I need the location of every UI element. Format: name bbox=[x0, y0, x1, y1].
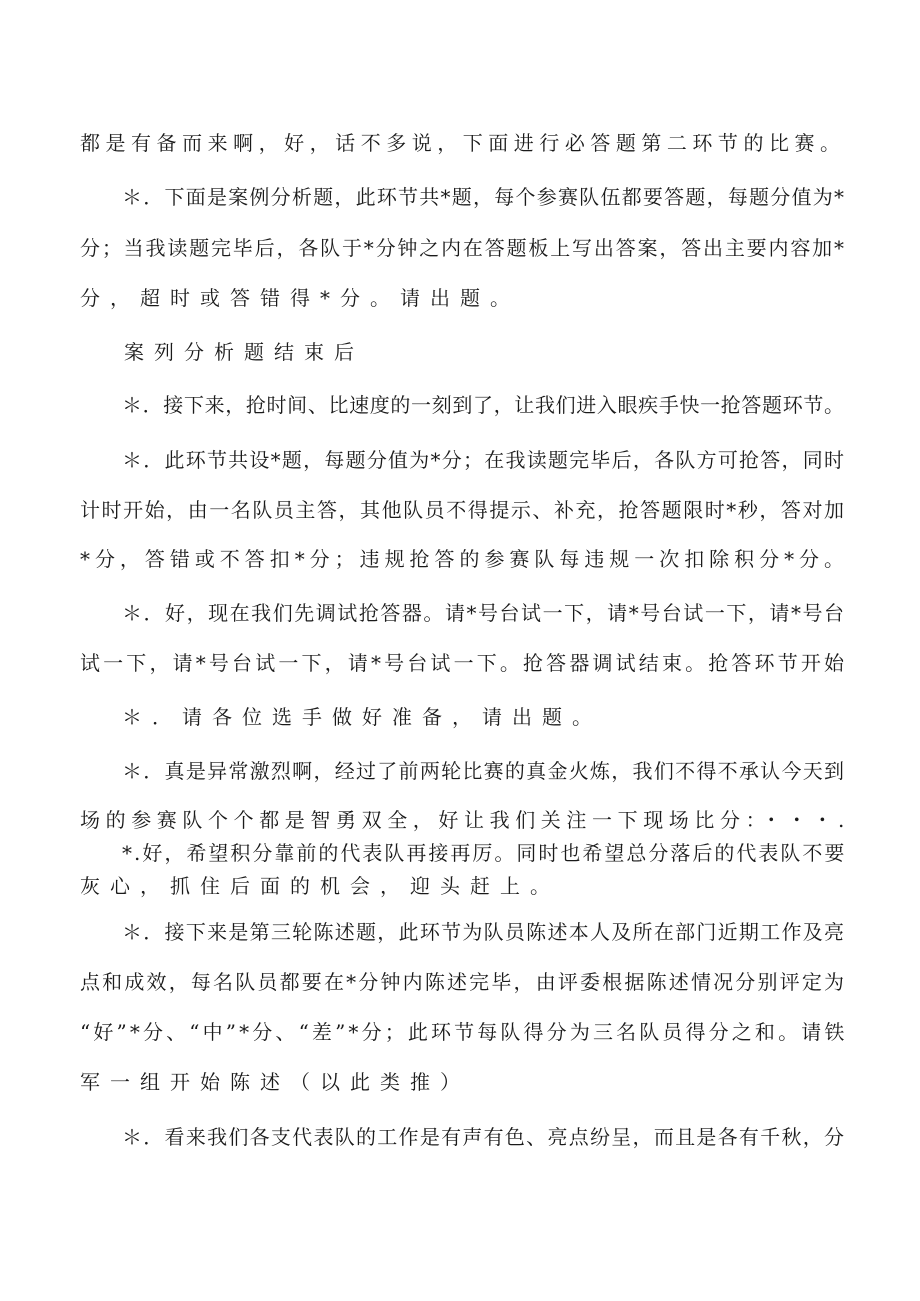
text-line: ＊．看来我们各支代表队的工作是有声有色、亮点纷呈，而且是各有千秋，分 bbox=[122, 1125, 846, 1149]
text-line: 分，超时或答错得*分。请出题。 bbox=[80, 286, 520, 310]
text-line: ＊．接下来是第三轮陈述题，此环节为队员陈述本人及所在部门近期工作及亮 bbox=[122, 920, 846, 944]
text-line: 案列分析题结束后 bbox=[124, 340, 364, 364]
text-line: 场的参赛队个个都是智勇双全，好让我们关注一下现场比分：・・・. bbox=[80, 808, 850, 832]
text-line: ＊．好，现在我们先调试抢答器。请*号台试一下，请*号台试一下，请*号台 bbox=[122, 601, 846, 625]
text-line: 试一下，请*号台试一下，请*号台试一下。抢答器调试结束。抢答环节开始 bbox=[80, 651, 848, 675]
text-line: ＊．接下来，抢时间、比速度的一刻到了，让我们进入眼疾手快一抢答题环节。 bbox=[122, 393, 845, 417]
text-line: *.好，希望积分靠前的代表队再接再厉。同时也希望总分落后的代表队不要 bbox=[122, 841, 847, 865]
text-line: 计时开始，由一名队员主答，其他队员不得提示、补充，抢答题限时*秒，答对加 bbox=[80, 498, 846, 522]
text-line: 分；当我读题完毕后，各队于*分钟之内在答题板上写出答案，答出主要内容加* bbox=[80, 236, 846, 260]
text-line: ＊．真是异常激烈啊，经过了前两轮比赛的真金火炼，我们不得不承认今天到 bbox=[122, 759, 846, 783]
text-line: “好”*分、“中”*分、“差”*分；此环节每队得分为三名队员得分之和。请铁 bbox=[80, 1020, 848, 1044]
text-line: ＊．请各位选手做好准备，请出题。 bbox=[122, 705, 602, 729]
text-line: ＊．此环节共设*题，每题分值为*分；在我读题完毕后，各队方可抢答，同时 bbox=[122, 448, 846, 472]
text-line: *分，答错或不答扣*分；违规抢答的参赛队每违规一次扣除积分*分。 bbox=[80, 547, 849, 571]
text-line: 点和成效，每名队员都要在*分钟内陈述完毕，由评委根据陈述情况分别评定为 bbox=[80, 970, 847, 994]
text-line: 灰心，抓住后面的机会，迎头赶上。 bbox=[80, 874, 560, 898]
text-line: 都是有备而来啊，好，话不多说，下面进行必答题第二环节的比赛。 bbox=[80, 131, 846, 155]
text-line: ＊．下面是案例分析题，此环节共*题，每个参赛队伍都要答题，每题分值为* bbox=[122, 185, 846, 209]
text-line: 军一组开始陈述（以此类推） bbox=[80, 1070, 470, 1094]
